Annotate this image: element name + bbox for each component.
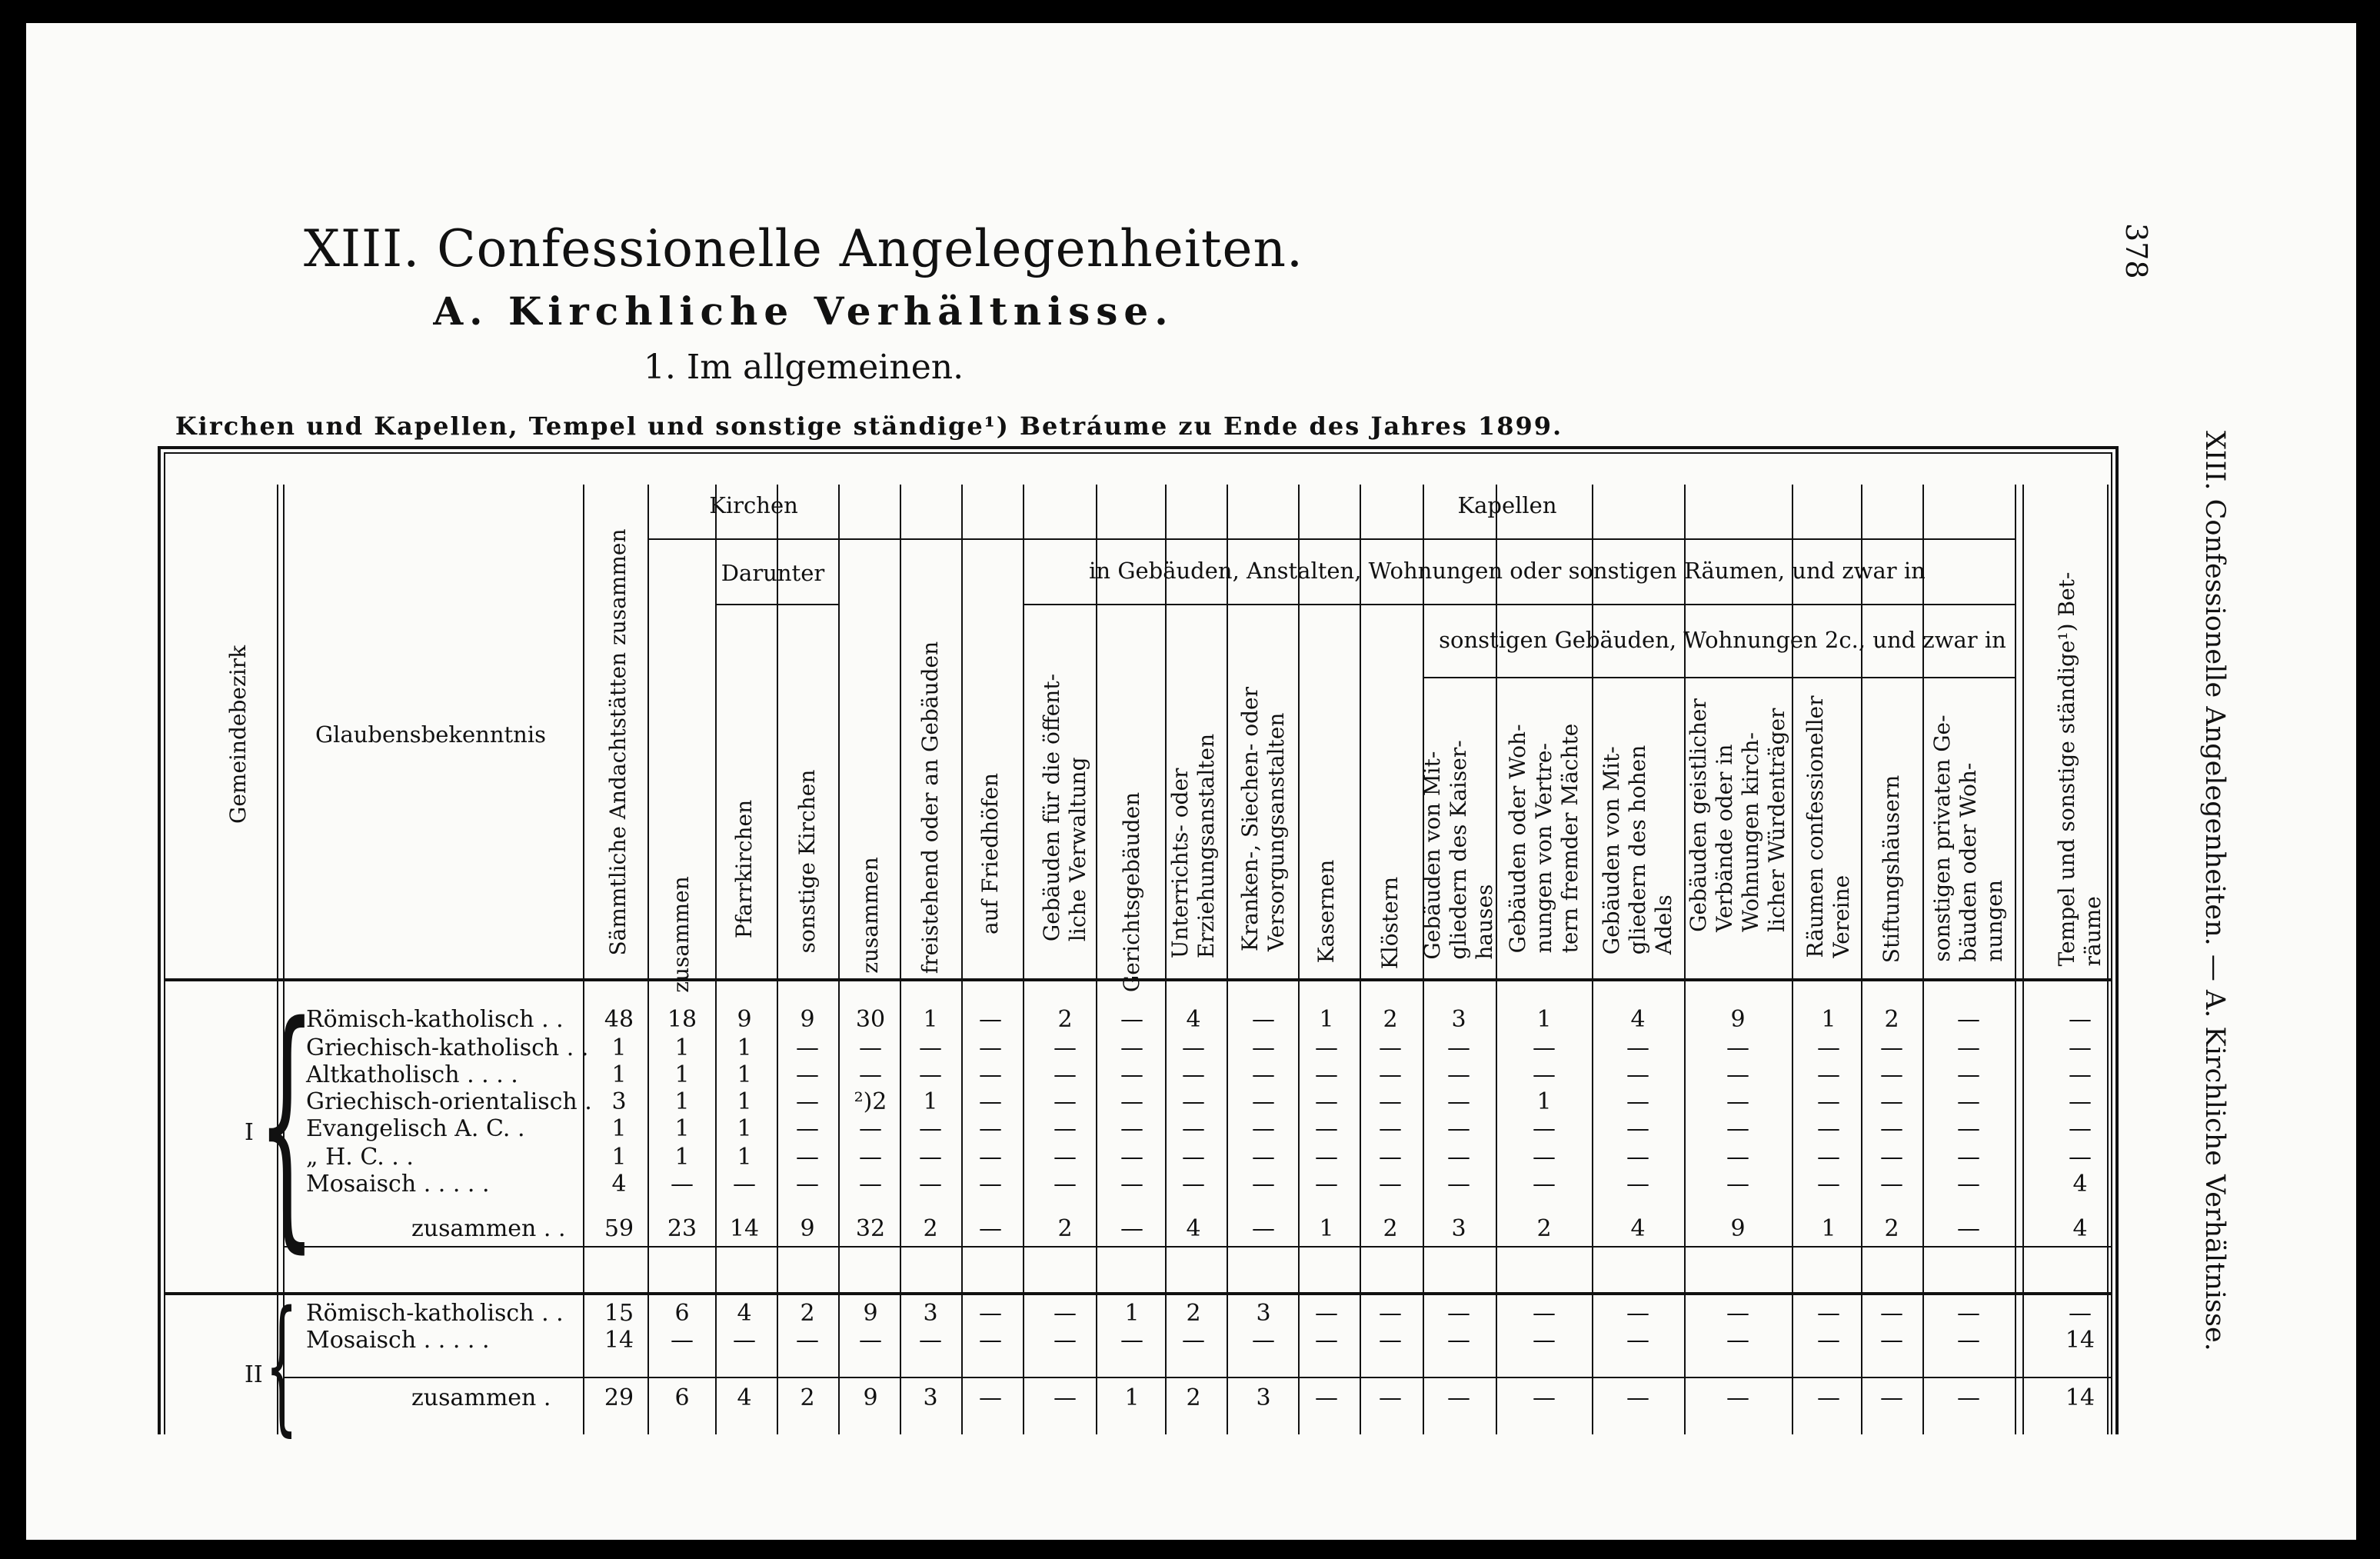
table-cell: — xyxy=(1120,1061,1143,1088)
total-cell: — xyxy=(1957,1384,1980,1411)
table-cell: — xyxy=(1054,1088,1077,1115)
total-cell: — xyxy=(1626,1384,1649,1411)
table-cell: — xyxy=(2069,1144,2092,1171)
table-cell: — xyxy=(1054,1115,1077,1142)
header-gemeindebezirk: Gemeindebezirk xyxy=(225,645,251,824)
table-cell: — xyxy=(1817,1088,1840,1115)
table-cell: — xyxy=(1054,1034,1077,1061)
table-cell: — xyxy=(1726,1300,1749,1327)
table-cell: — xyxy=(1626,1115,1649,1142)
header-rule-kapellen xyxy=(838,538,2015,540)
table-cell: 2 xyxy=(1057,1006,1073,1033)
table-cell: — xyxy=(1252,1061,1275,1088)
total-cell: — xyxy=(1880,1384,1903,1411)
table-cell: — xyxy=(671,1171,694,1198)
table-cell: 1 xyxy=(923,1088,938,1115)
header-in-gebaeuden: in Gebäuden, Anstalten, Wohnungen oder sonstigen Räumen, und zwar in xyxy=(1089,558,1926,584)
table-cell: — xyxy=(1120,1006,1143,1033)
table-cell: — xyxy=(1252,1006,1275,1033)
total-cell: 1 xyxy=(1124,1384,1140,1411)
table-cell: — xyxy=(1880,1327,1903,1354)
table-cell: 1 xyxy=(611,1034,627,1061)
table-cell: — xyxy=(1252,1171,1275,1198)
total-cell: 9 xyxy=(863,1384,878,1411)
table-cell: — xyxy=(1817,1061,1840,1088)
total-cell: 14 xyxy=(729,1215,760,1242)
table-cell: 1 xyxy=(674,1034,690,1061)
table-cell: — xyxy=(1626,1034,1649,1061)
header-rule-kirchen xyxy=(647,538,838,540)
table-cell: 1 xyxy=(611,1144,627,1171)
table-cell: — xyxy=(1626,1300,1649,1327)
table-cell: — xyxy=(979,1327,1002,1354)
table-cell: — xyxy=(1379,1115,1402,1142)
section-title: 1. Im allgemeinen. xyxy=(643,348,964,387)
header-kapellen: Kapellen xyxy=(1457,492,1557,518)
table-cell: 1 xyxy=(737,1088,752,1115)
table-cell: 4 xyxy=(2072,1171,2088,1198)
table-cell: — xyxy=(2069,1088,2092,1115)
table-cell: — xyxy=(1054,1300,1077,1327)
table-cell: 9 xyxy=(863,1300,878,1327)
total-cell: 2 xyxy=(1186,1384,1201,1411)
table-cell: — xyxy=(919,1034,942,1061)
row-label: Altkatholisch . . . . xyxy=(306,1061,518,1088)
table-cell: 1 xyxy=(923,1006,938,1033)
total-cell: 2 xyxy=(800,1384,815,1411)
total-cell: — xyxy=(1315,1384,1338,1411)
table-cell: — xyxy=(1533,1034,1556,1061)
brace-bezirk-2: { xyxy=(265,1280,298,1450)
table-cell: — xyxy=(2069,1115,2092,1142)
table-cell: 1 xyxy=(1821,1006,1836,1033)
table-cell: — xyxy=(2069,1006,2092,1033)
total-cell: 9 xyxy=(800,1215,815,1242)
table-cell: — xyxy=(1880,1088,1903,1115)
total-cell: — xyxy=(1252,1215,1275,1242)
total-label: zusammen . xyxy=(411,1384,551,1411)
table-cell: — xyxy=(733,1171,756,1198)
table-cell: — xyxy=(1379,1327,1402,1354)
bezirk-label-2: II xyxy=(245,1361,263,1388)
table-cell: — xyxy=(1182,1088,1205,1115)
header-stiftung: Stiftungshäusern xyxy=(1879,775,1904,964)
total-cell: — xyxy=(1957,1215,1980,1242)
table-cell: 1 xyxy=(1536,1006,1552,1033)
row-label: Griechisch-orientalisch . xyxy=(306,1088,592,1115)
table-cell: — xyxy=(1447,1034,1470,1061)
brace-bezirk-1: { xyxy=(258,971,316,1275)
total-cell: 32 xyxy=(855,1215,886,1242)
table-cell: — xyxy=(1252,1115,1275,1142)
header-sonstigen: sonstigen Gebäuden, Wohnungen 2c., und zwar in xyxy=(1439,627,2006,653)
table-cell: — xyxy=(1726,1088,1749,1115)
total-rule-1a xyxy=(283,1246,2112,1248)
table-cell: 4 xyxy=(1630,1006,1646,1033)
table-cell: 1 xyxy=(674,1144,690,1171)
table-cell: 3 xyxy=(1451,1006,1466,1033)
table-cell: — xyxy=(1447,1144,1470,1171)
table-cell: 4 xyxy=(737,1300,752,1327)
table-cell: — xyxy=(733,1327,756,1354)
total-cell: — xyxy=(1817,1384,1840,1411)
table-cell: 1 xyxy=(611,1061,627,1088)
total-cell: 2 xyxy=(1536,1215,1552,1242)
table-cell: — xyxy=(2069,1034,2092,1061)
table-cell: — xyxy=(1626,1171,1649,1198)
table-cell: — xyxy=(1726,1171,1749,1198)
table-cell: 4 xyxy=(611,1171,627,1198)
row-label: Römisch-katholisch . . xyxy=(306,1300,564,1327)
table-cell: — xyxy=(1533,1144,1556,1171)
table-cell: — xyxy=(979,1034,1002,1061)
table-cell: — xyxy=(1626,1061,1649,1088)
table-cell: — xyxy=(1447,1327,1470,1354)
table-cell: — xyxy=(979,1061,1002,1088)
table-cell: — xyxy=(1447,1088,1470,1115)
header-kloester: Klöstern xyxy=(1377,876,1403,970)
table-cell: — xyxy=(1054,1144,1077,1171)
total-cell: 3 xyxy=(1451,1215,1466,1242)
table-cell: 9 xyxy=(1730,1006,1746,1033)
total-cell: — xyxy=(1120,1215,1143,1242)
table-cell: — xyxy=(1447,1300,1470,1327)
table-cell: — xyxy=(1957,1300,1980,1327)
table-cell: — xyxy=(1957,1327,1980,1354)
table-cell: — xyxy=(919,1061,942,1088)
table-cell: — xyxy=(1817,1115,1840,1142)
total-cell: 2 xyxy=(1884,1215,1899,1242)
table-cell: — xyxy=(1252,1327,1275,1354)
row-label: Mosaisch . . . . . xyxy=(306,1327,490,1354)
table-cell: 1 xyxy=(1124,1300,1140,1327)
header-friedhoefe: auf Friedhöfen xyxy=(977,772,1003,935)
table-cell: — xyxy=(1626,1088,1649,1115)
table-cell: — xyxy=(1054,1327,1077,1354)
table-cell: — xyxy=(1182,1034,1205,1061)
total-cell: — xyxy=(1379,1384,1402,1411)
table-cell: — xyxy=(979,1171,1002,1198)
table-cell: — xyxy=(1533,1300,1556,1327)
table-cell: — xyxy=(1957,1006,1980,1033)
table-cell: — xyxy=(859,1061,882,1088)
header-kirchen-zusammen: zusammen xyxy=(668,876,694,993)
table-cell: — xyxy=(1533,1115,1556,1142)
total-cell: 4 xyxy=(1186,1215,1201,1242)
table-cell: — xyxy=(1182,1171,1205,1198)
table-cell: — xyxy=(796,1144,819,1171)
header-oeffentliche: Gebäuden für die öffent- liche Verwaltung xyxy=(1039,673,1090,942)
table-cell: 2 xyxy=(800,1300,815,1327)
table-cell: — xyxy=(1379,1088,1402,1115)
table-cell: 1 xyxy=(1536,1088,1552,1115)
header-fremde: Gebäuden oder Woh- nungen von Vertre- tern fremder Mächte xyxy=(1505,723,1583,954)
table-cell: — xyxy=(1957,1034,1980,1061)
table-cell: — xyxy=(1379,1300,1402,1327)
total-cell: 14 xyxy=(2065,1384,2095,1411)
page-number: 378 xyxy=(2119,223,2153,279)
table-cell: — xyxy=(796,1327,819,1354)
header-kapellen-zusammen: zusammen xyxy=(857,857,883,974)
table-cell: — xyxy=(979,1006,1002,1033)
header-kaiserhaus: Gebäuden von Mit- gliedern des Kaiser- hauses xyxy=(1420,740,1497,960)
table-cell: 1 xyxy=(1319,1006,1334,1033)
header-sonstige-kirchen: sonstige Kirchen xyxy=(794,769,820,954)
table-cell: — xyxy=(1315,1300,1338,1327)
table-cell: 1 xyxy=(737,1144,752,1171)
row-label: Mosaisch . . . . . xyxy=(306,1171,490,1198)
total-cell: 2 xyxy=(1057,1215,1073,1242)
table-cell: 14 xyxy=(604,1327,634,1354)
table-cell: 48 xyxy=(604,1006,634,1033)
header-saemmtliche: Sämmtliche Andachtstätten zusammen xyxy=(605,528,631,956)
table-cell: 2 xyxy=(1383,1006,1398,1033)
table-cell: — xyxy=(1533,1061,1556,1088)
header-unterricht: Unterrichts- oder Erziehungsanstalten xyxy=(1167,733,1219,959)
table-cell: — xyxy=(1817,1034,1840,1061)
table-cell: — xyxy=(859,1144,882,1171)
table-cell: 14 xyxy=(2065,1327,2095,1354)
table-cell: — xyxy=(919,1327,942,1354)
total-cell: — xyxy=(1054,1384,1077,1411)
table-cell: — xyxy=(1726,1034,1749,1061)
table-cell: — xyxy=(1533,1327,1556,1354)
table-cell: — xyxy=(1379,1171,1402,1198)
table-cell: — xyxy=(1379,1034,1402,1061)
header-tempel: Tempel und sonstige ständige¹) Bet- räume xyxy=(2054,571,2105,967)
table-cell: — xyxy=(1182,1144,1205,1171)
table-cell: — xyxy=(1957,1115,1980,1142)
table-cell: — xyxy=(1447,1171,1470,1198)
page-title: XIII. Confessionelle Angelegenheiten. xyxy=(304,219,1303,278)
table-cell: — xyxy=(796,1034,819,1061)
table-cell: 1 xyxy=(737,1115,752,1142)
table-cell: — xyxy=(1120,1088,1143,1115)
table-cell: — xyxy=(1533,1171,1556,1198)
table-cell: 3 xyxy=(1256,1300,1271,1327)
table-cell: — xyxy=(796,1171,819,1198)
row-label: Römisch-katholisch . . xyxy=(306,1006,564,1033)
total-cell: — xyxy=(1533,1384,1556,1411)
table-cell: — xyxy=(1957,1061,1980,1088)
table-cell: 1 xyxy=(737,1034,752,1061)
table-cell: — xyxy=(1880,1115,1903,1142)
table-cell: — xyxy=(1379,1061,1402,1088)
table-cell: — xyxy=(1252,1144,1275,1171)
table-cell: — xyxy=(1054,1171,1077,1198)
table-cell: — xyxy=(859,1115,882,1142)
header-pfarrkirchen: Pfarrkirchen xyxy=(731,799,757,939)
table-cell: — xyxy=(859,1171,882,1198)
total-cell: 6 xyxy=(674,1384,690,1411)
total-cell: — xyxy=(1726,1384,1749,1411)
total-rule-2a xyxy=(283,1377,2112,1378)
table-cell: — xyxy=(1880,1034,1903,1061)
table-cell: — xyxy=(671,1327,694,1354)
table-cell: ²)2 xyxy=(854,1088,887,1115)
table-cell: — xyxy=(1957,1088,1980,1115)
total-cell: 29 xyxy=(604,1384,634,1411)
table-cell: 1 xyxy=(674,1061,690,1088)
table-cell: — xyxy=(979,1115,1002,1142)
header-rule-darunter xyxy=(715,604,838,605)
header-vereine: Räumen confessioneller Vereine xyxy=(1802,695,1854,958)
table-cell: — xyxy=(1817,1300,1840,1327)
row-label: „ H. C. . . xyxy=(306,1144,414,1171)
header-geistliche: Gebäuden geistlicher Verbände oder in Wohnungen kirch- licher Würdenträger xyxy=(1686,698,1789,932)
table-cell: — xyxy=(1880,1061,1903,1088)
table-cell: — xyxy=(979,1300,1002,1327)
header-kranken: Kranken-, Siechen- oder Versorgungsanstalten xyxy=(1237,687,1289,951)
total-cell: 1 xyxy=(1821,1215,1836,1242)
page-subtitle: A. Kirchliche Verhältnisse. xyxy=(433,288,1174,334)
table-cell: — xyxy=(1626,1144,1649,1171)
table-cell: 18 xyxy=(667,1006,697,1033)
table-cell: 3 xyxy=(611,1088,627,1115)
table-cell: — xyxy=(919,1144,942,1171)
table-cell: — xyxy=(1626,1327,1649,1354)
table-cell: — xyxy=(1447,1061,1470,1088)
table-cell: 2 xyxy=(1884,1006,1899,1033)
table-cell: 1 xyxy=(674,1088,690,1115)
table-cell: — xyxy=(1726,1144,1749,1171)
row-label: Evangelisch A. C. . xyxy=(306,1115,525,1142)
header-darunter: Darunter xyxy=(721,560,825,586)
table-cell: — xyxy=(1880,1144,1903,1171)
table-title: Kirchen und Kapellen, Tempel und sonstige ständige¹) Betráume zu Ende des Jahres 1899. xyxy=(175,411,1563,441)
table-cell: — xyxy=(2069,1300,2092,1327)
table-cell: — xyxy=(1880,1300,1903,1327)
table-cell: — xyxy=(1120,1171,1143,1198)
table-cell: — xyxy=(1379,1144,1402,1171)
total-cell: 2 xyxy=(923,1215,938,1242)
total-cell: — xyxy=(979,1384,1002,1411)
total-cell: 4 xyxy=(2072,1215,2088,1242)
table-cell: — xyxy=(1252,1034,1275,1061)
table-cell: — xyxy=(1880,1171,1903,1198)
table-cell: — xyxy=(1120,1115,1143,1142)
table-cell: — xyxy=(1315,1327,1338,1354)
table-cell: — xyxy=(1957,1144,1980,1171)
table-cell: — xyxy=(1054,1061,1077,1088)
table-cell: 1 xyxy=(611,1115,627,1142)
total-cell: 1 xyxy=(1319,1215,1334,1242)
total-cell: 3 xyxy=(923,1384,938,1411)
header-adel: Gebäuden von Mit- gliedern des hohen Adels xyxy=(1599,745,1676,955)
table-cell: — xyxy=(1182,1115,1205,1142)
header-privat: sonstigen privaten Ge- bäuden oder Woh- nungen xyxy=(1929,715,2007,962)
table-cell: — xyxy=(1726,1327,1749,1354)
header-glaubensbekenntnis: Glaubensbekenntnis xyxy=(315,721,546,748)
table-cell: — xyxy=(919,1115,942,1142)
table-cell: — xyxy=(796,1061,819,1088)
table-cell: — xyxy=(1817,1171,1840,1198)
table-cell: 15 xyxy=(604,1300,634,1327)
header-kasernen: Kasernen xyxy=(1313,859,1339,964)
table-cell: — xyxy=(1182,1061,1205,1088)
table-cell: — xyxy=(1315,1171,1338,1198)
table-cell: 9 xyxy=(737,1006,752,1033)
table-cell: — xyxy=(1315,1088,1338,1115)
header-rule-in-gebaeuden xyxy=(1023,604,2015,605)
table-cell: — xyxy=(919,1171,942,1198)
table-cell: — xyxy=(1120,1327,1143,1354)
total-cell: 4 xyxy=(1630,1215,1646,1242)
total-label: zusammen . . xyxy=(411,1215,566,1242)
total-cell: 3 xyxy=(1256,1384,1271,1411)
bezirk-label-1: I xyxy=(245,1119,254,1146)
table-cell: — xyxy=(859,1034,882,1061)
table-cell: — xyxy=(1315,1034,1338,1061)
table-cell: — xyxy=(1957,1171,1980,1198)
header-bottom-rule xyxy=(164,978,2112,981)
table-cell: 30 xyxy=(855,1006,886,1033)
table-cell: — xyxy=(1817,1327,1840,1354)
table-cell: — xyxy=(979,1144,1002,1171)
table-cell: — xyxy=(1447,1115,1470,1142)
total-cell: 2 xyxy=(1383,1215,1398,1242)
table-cell: — xyxy=(1726,1061,1749,1088)
total-cell: — xyxy=(979,1215,1002,1242)
header-freistehend: freistehend oder an Gebäuden xyxy=(917,641,943,974)
table-cell: — xyxy=(1120,1034,1143,1061)
table-cell: — xyxy=(1252,1088,1275,1115)
table-cell: — xyxy=(859,1327,882,1354)
total-cell: 59 xyxy=(604,1215,634,1242)
running-head: XIII. Confessionelle Angelegenheiten. — A. Kirchliche Verhältnisse. xyxy=(2199,431,2230,1351)
total-cell: 23 xyxy=(667,1215,697,1242)
header-kirchen: Kirchen xyxy=(709,492,798,518)
table-cell: 2 xyxy=(1186,1300,1201,1327)
table-cell: — xyxy=(1315,1144,1338,1171)
total-cell: 4 xyxy=(737,1384,752,1411)
table-cell: — xyxy=(1817,1144,1840,1171)
table-cell: — xyxy=(796,1088,819,1115)
total-cell: — xyxy=(1447,1384,1470,1411)
table-cell: 4 xyxy=(1186,1006,1201,1033)
table-cell: — xyxy=(1726,1115,1749,1142)
table-cell: 9 xyxy=(800,1006,815,1033)
table-cell: — xyxy=(1182,1327,1205,1354)
table-cell: — xyxy=(796,1115,819,1142)
table-cell: — xyxy=(979,1088,1002,1115)
row-label: Griechisch-katholisch . . xyxy=(306,1034,589,1061)
table-cell: — xyxy=(1120,1144,1143,1171)
header-rule-sonstigen xyxy=(1423,677,2015,678)
table-cell: 1 xyxy=(737,1061,752,1088)
table-cell: — xyxy=(1315,1115,1338,1142)
total-cell: 9 xyxy=(1730,1215,1746,1242)
table-cell: — xyxy=(1315,1061,1338,1088)
table-cell: 3 xyxy=(923,1300,938,1327)
header-gericht: Gerichtsgebäuden xyxy=(1119,791,1144,993)
table-cell: 6 xyxy=(674,1300,690,1327)
table-cell: 1 xyxy=(674,1115,690,1142)
table-cell: — xyxy=(2069,1061,2092,1088)
group-separator-rule xyxy=(164,1292,2112,1295)
